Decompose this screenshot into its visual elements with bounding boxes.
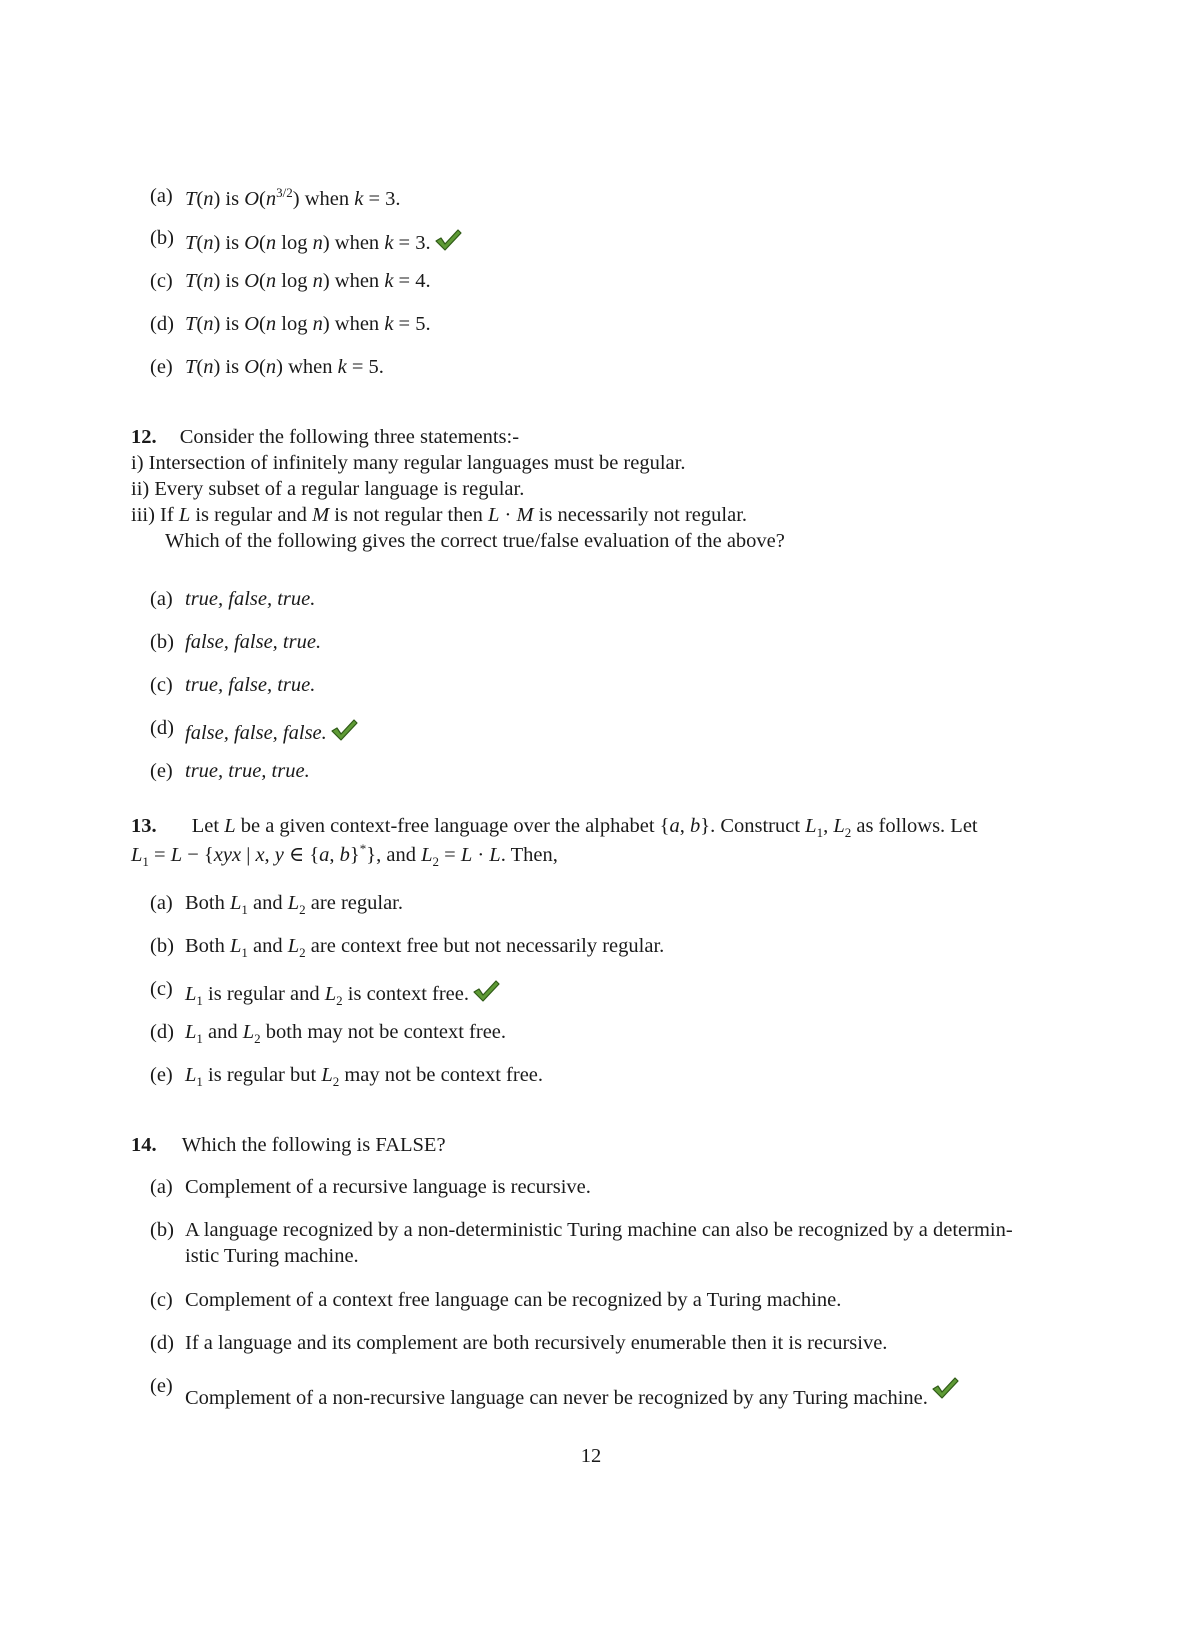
q13-stem-line1: 13. Let L be a given context-free language over the alphabet {a, b}. Construct $L_1$, $L_2$ as follows. Let (131, 815, 978, 841)
q12-statement-iii: iii) If L is regular and M is not regular then L · M is necessarily not regular. (131, 504, 748, 526)
check-mark-icon (931, 1376, 959, 1400)
check-mark-icon (434, 228, 462, 252)
exam-page: (a) T(n) is $O(n^{3/2})$ when k = 3. (b) T(n) is O(n log n) when k = 3. (c) T(n) is O(n log n) when k = 4. (d) T(n) is O(n log n) when k = 5. (e) T(n) is O(n) when k = 5. 12. Consider the following three statements:- i) Intersection of infinitely many regular languages must be regular. ii) Every subset of a regular language is regular. iii) If L is regular and M is not regular then L · M is necessarily not regular. Which of the following gives the correct true/false evaluation of the above? (a) true, false, true. (b) false, false, true. (c) true, false, true. (d) false, false, false. (e) true, true, true. 13. Let L be a given context-free language over the alphabet {a, b}. Construct $L_1$, $L_2$ as follows. Let $L_1 = L - \{xyx$ | x, y ∈ {a, b}*}, and $L_2 = L \cdot L$. Then, (a) Both $L_1$ and $L_2$ are regular. (b) Both $L_1$ and $L_2$ are context free but not necessarily regular. (c) $L_1$ is regular and $L_2$ is context free. (d) $L_1$ and $L_2$ both may not be context free. (e) $L_1$ is regular but $L_2$ may not be context free. 14. Which the following is FALSE? (a) Complement of a recursive language is recursive. (b) A language recognized by a non-deterministic Turing machine can also be recognized by a determin- istic Turing machine. (c) Complement of a context free language can be recognized by a Turing machine. (d) If a language and its complement are both recursively enumerable then it is recursive. (e) Complement of a non-recursive language can never be recognized by any Turing machine. 12 (0, 0, 1182, 1651)
q12-stem: 12. Consider the following three statements:- (131, 426, 520, 448)
q14-stem: 14. Which the following is FALSE? (131, 1134, 446, 1156)
q12-prompt: Which of the following gives the correct true/false evaluation of the above? (165, 530, 785, 552)
check-mark-icon (472, 979, 500, 1003)
q12-statement-ii: ii) Every subset of a regular language is regular. (131, 478, 525, 500)
check-mark-icon (330, 718, 358, 742)
q12-statement-i: i) Intersection of infinitely many regular languages must be regular. (131, 452, 686, 474)
q13-stem-line2: $L_1 = L - \{xyx$ | x, y ∈ {a, b}*}, and $L_2 = L \cdot L$. Then, (131, 841, 558, 869)
page-number: 12 (580, 1445, 602, 1467)
